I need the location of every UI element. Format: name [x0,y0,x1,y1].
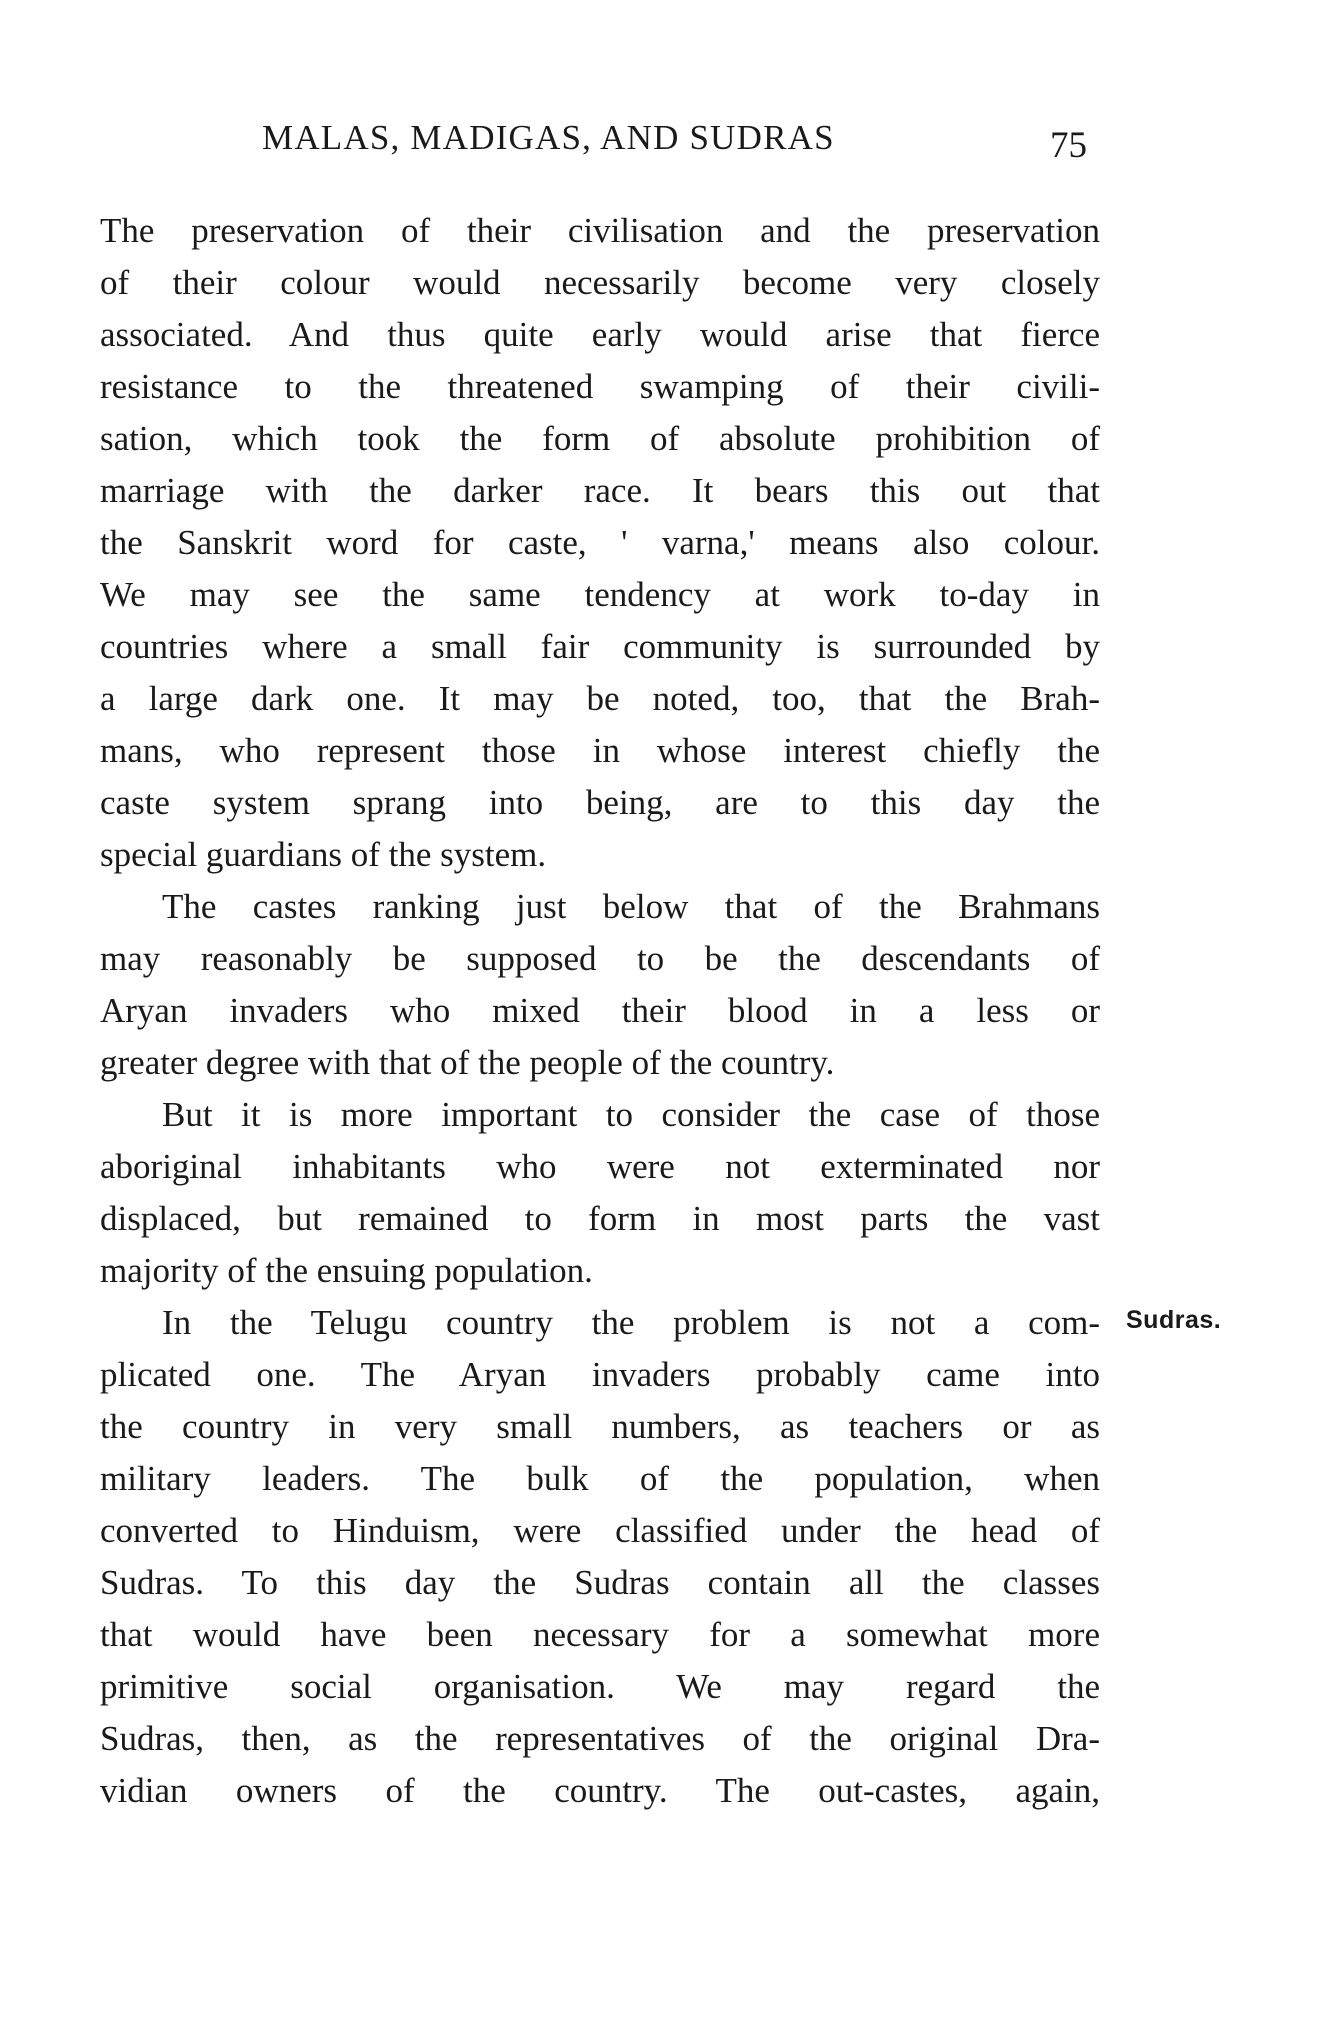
page-number: 75 [1050,125,1087,166]
text-line: Sudras, then, as the representatives of the original Dra- [100,1719,1100,1758]
body-text [100,205,1100,1817]
text-line: The preservation of their civilisation and the preservation [100,211,1100,250]
text-line: Aryan invaders who mixed their blood in a less or [100,991,1100,1030]
text-line: aboriginal inhabitants who were not exterminated nor [100,1147,1100,1186]
text-line: of their colour would necessarily become very closely [100,263,1100,302]
text-line: majority of the ensuing population. [100,1251,593,1290]
text-line: The castes ranking just below that of the Brahmans [162,887,1100,926]
text-line: We may see the same tendency at work to-day in [100,575,1100,614]
text-line: associated. And thus quite early would arise that fierce [100,315,1100,354]
text-line: greater degree with that of the people of the country. [100,1043,835,1082]
text-line: sation, which took the form of absolute prohibition of [100,419,1100,458]
text-line: countries where a small fair community is surrounded by [100,627,1100,666]
text-line: may reasonably be supposed to be the descendants of [100,939,1100,978]
text-line: that would have been necessary for a somewhat more [100,1615,1100,1654]
text-line: displaced, but remained to form in most parts the vast [100,1199,1100,1238]
margin-note: Sudras. [1126,1306,1222,1334]
text-line: caste system sprang into being, are to this day the [100,783,1100,822]
text-line: But it is more important to consider the case of those [162,1095,1100,1134]
text-line: Sudras. To this day the Sudras contain all the classes [100,1563,1100,1602]
text-line: mans, who represent those in whose interest chiefly the [100,731,1100,770]
running-head [100,118,1100,166]
text-line: resistance to the threatened swamping of their civili- [100,367,1100,406]
text-line: the country in very small numbers, as teachers or as [100,1407,1100,1446]
text-line: primitive social organisation. We may regard the [100,1667,1100,1706]
text-line: In the Telugu country the problem is not a com- [162,1303,1100,1342]
text-line: a large dark one. It may be noted, too, that the Brah- [100,679,1100,718]
text-line: special guardians of the system. [100,835,547,874]
text-line: military leaders. The bulk of the population, when [100,1459,1100,1498]
text-line: converted to Hinduism, were classified under the head of [100,1511,1100,1550]
text-line: the Sanskrit word for caste, ' varna,' means also colour. [100,523,1100,562]
text-line: vidian owners of the country. The out-castes, again, [100,1771,1100,1810]
running-title: MALAS, MADIGAS, AND SUDRAS [262,118,835,157]
text-line: plicated one. The Aryan invaders probably came into [100,1355,1100,1394]
text-line: marriage with the darker race. It bears this out that [100,471,1100,510]
